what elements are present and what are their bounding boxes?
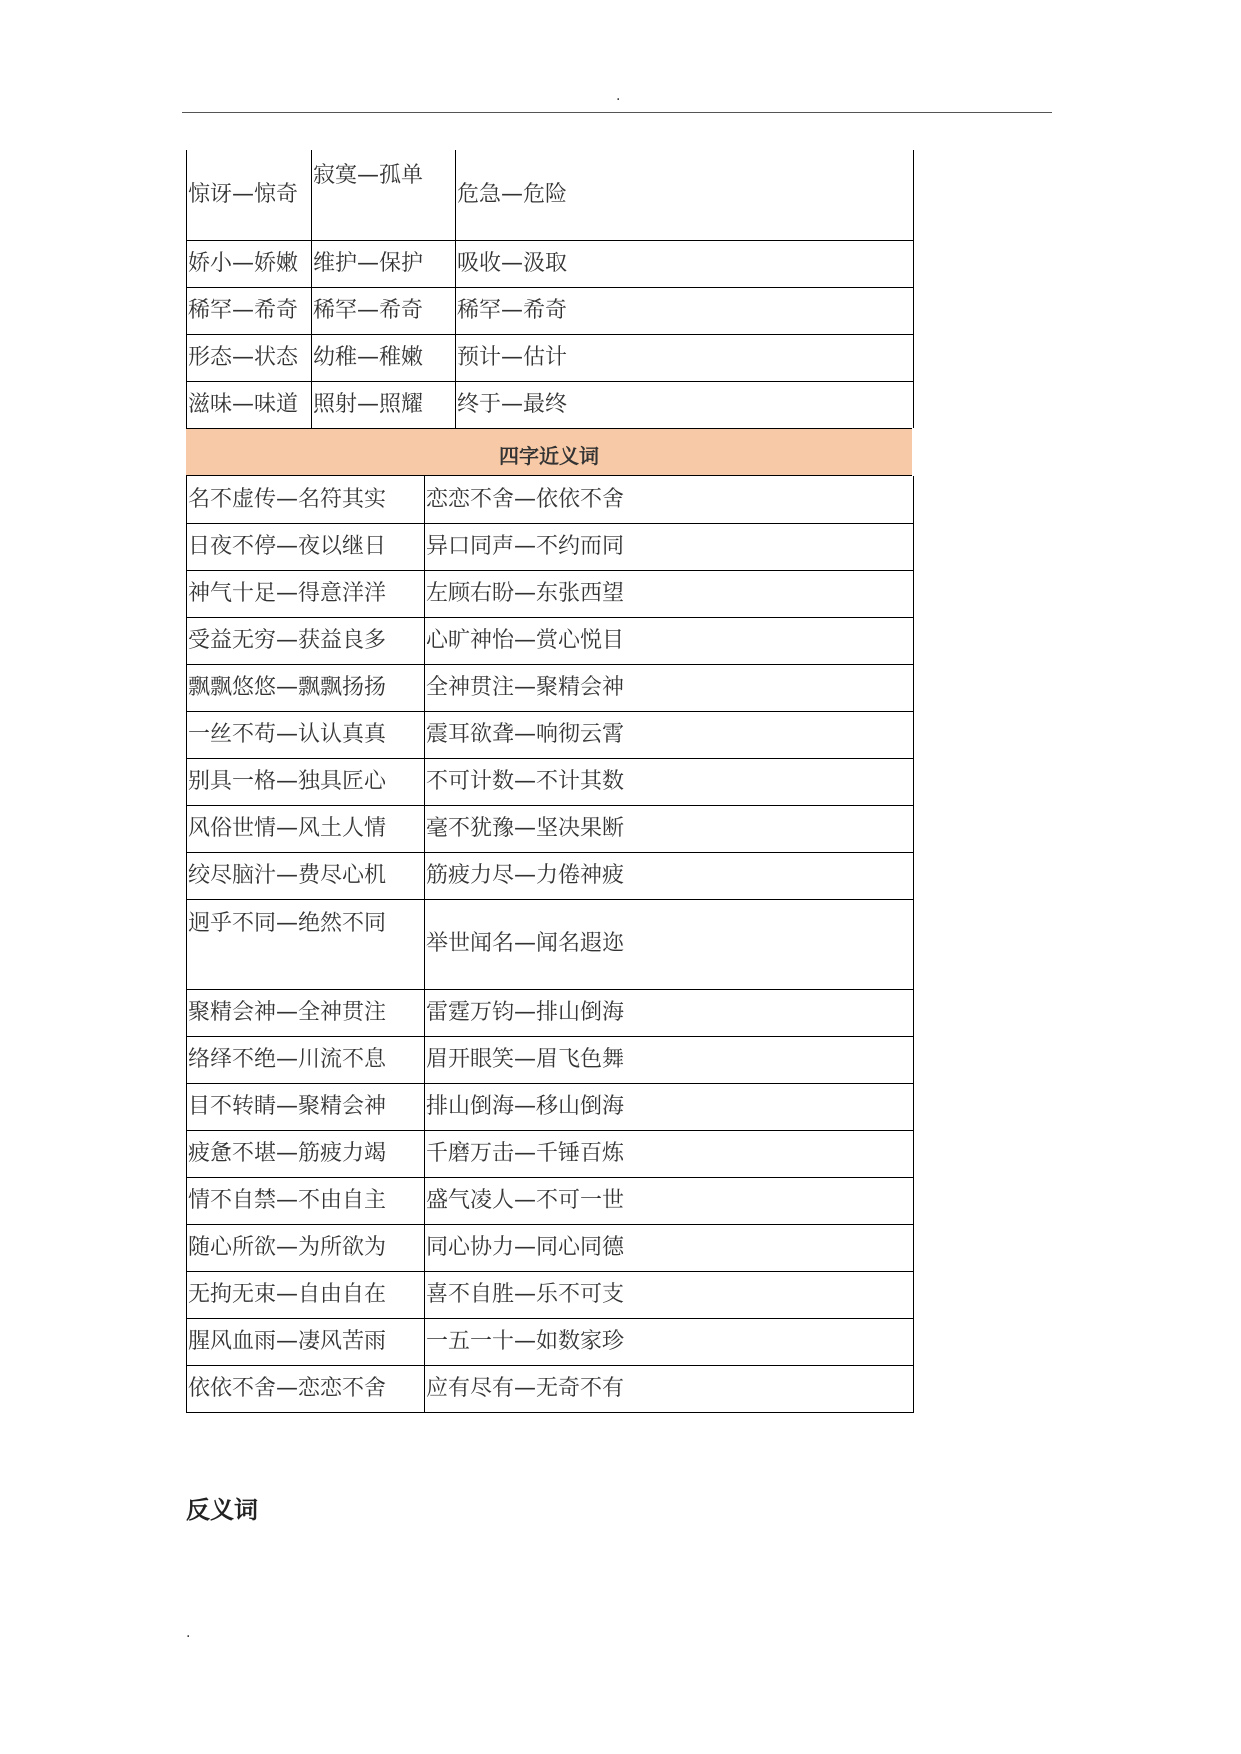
- antonym-section-title: 反义词: [186, 1496, 258, 1524]
- synonym-pair: 神气十足—得意洋洋: [188, 581, 387, 606]
- synonym-pair: 无拘无束—自由自在: [188, 1282, 387, 1307]
- synonym-pair: 眉开眼笑—眉飞色舞: [426, 1047, 625, 1072]
- synonym-pair: 稀罕—希奇: [457, 298, 568, 323]
- table-row-divider: [186, 1083, 914, 1084]
- table-row-divider: [186, 570, 914, 571]
- table-border-right: [913, 150, 914, 428]
- four-char-header-label: 四字近义词: [499, 444, 599, 468]
- table-row-divider: [186, 758, 914, 759]
- synonym-pair: 一五一十—如数家珍: [426, 1329, 625, 1354]
- synonym-pair: 绞尽脑汁—费尽心机: [188, 863, 387, 888]
- synonym-pair: 不可计数—不计其数: [426, 769, 625, 794]
- synonym-pair: 照射—照耀: [313, 392, 424, 417]
- table-column-divider: [455, 150, 456, 428]
- synonym-pair: 依依不舍—恋恋不舍: [188, 1376, 387, 1401]
- synonym-pair: 盛气凌人—不可一世: [426, 1188, 625, 1213]
- synonym-pair: 形态—状态: [188, 345, 299, 370]
- synonym-pair: 惊讶—惊奇: [188, 182, 299, 207]
- table-row-divider: [186, 711, 914, 712]
- footer-mark: .: [186, 1625, 191, 1641]
- synonym-pair: 终于—最终: [457, 392, 568, 417]
- four-char-table-header: [186, 428, 912, 476]
- table-row-divider: [186, 1177, 914, 1178]
- table-row-divider: [186, 899, 914, 900]
- synonym-pair: 迥乎不同—绝然不同: [188, 911, 387, 936]
- table-row-divider: [186, 664, 914, 665]
- synonym-pair: 左顾右盼—东张西望: [426, 581, 625, 606]
- synonym-pair: 千磨万击—千锤百炼: [426, 1141, 625, 1166]
- table-row-divider: [186, 523, 914, 524]
- synonym-pair: 异口同声—不约而同: [426, 534, 625, 559]
- synonym-pair: 排山倒海—移山倒海: [426, 1094, 625, 1119]
- table-row-divider: [186, 852, 914, 853]
- table-row-divider: [186, 617, 914, 618]
- synonym-pair: 举世闻名—闻名遐迩: [426, 931, 625, 956]
- synonym-pair: 随心所欲—为所欲为: [188, 1235, 387, 1260]
- synonym-pair: 聚精会神—全神贯注: [188, 1000, 387, 1025]
- synonym-pair: 娇小—娇嫩: [188, 251, 299, 276]
- table-row-divider: [186, 989, 914, 990]
- synonym-pair: 吸收—汲取: [457, 251, 568, 276]
- synonym-pair: 腥风血雨—凄风苦雨: [188, 1329, 387, 1354]
- header-rule: [182, 112, 1052, 113]
- header-mark: .: [616, 88, 621, 104]
- table-row-divider: [186, 1224, 914, 1225]
- table-row-divider: [186, 1036, 914, 1037]
- synonym-pair: 目不转睛—聚精会神: [188, 1094, 387, 1119]
- synonym-pair: 心旷神怡—赏心悦目: [426, 628, 625, 653]
- synonym-pair: 络绎不绝—川流不息: [188, 1047, 387, 1072]
- synonym-pair: 同心协力—同心同德: [426, 1235, 625, 1260]
- table-row-divider: [186, 1318, 914, 1319]
- synonym-pair: 维护—保护: [313, 251, 424, 276]
- table-row-divider: [186, 1271, 914, 1272]
- synonym-pair: 稀罕—希奇: [313, 298, 424, 323]
- synonym-pair: 别具一格—独具匠心: [188, 769, 387, 794]
- synonym-pair: 飘飘悠悠—飘飘扬扬: [188, 675, 387, 700]
- synonym-pair: 风俗世情—风土人情: [188, 816, 387, 841]
- synonym-pair: 名不虚传—名符其实: [188, 487, 387, 512]
- synonym-pair: 雷霆万钧—排山倒海: [426, 1000, 625, 1025]
- table-row-divider: [186, 334, 914, 335]
- table-row-divider: [186, 381, 914, 382]
- synonym-pair: 受益无穷—获益良多: [188, 628, 387, 653]
- synonym-pair: 稀罕—希奇: [188, 298, 299, 323]
- synonym-pair: 全神贯注—聚精会神: [426, 675, 625, 700]
- synonym-pair: 幼稚—稚嫩: [313, 345, 424, 370]
- table-row-divider: [186, 1365, 914, 1366]
- synonym-pair: 情不自禁—不由自主: [188, 1188, 387, 1213]
- table-row-divider: [186, 805, 914, 806]
- synonym-pair: 毫不犹豫—坚决果断: [426, 816, 625, 841]
- table-row-divider: [186, 287, 914, 288]
- synonym-pair: 喜不自胜—乐不可支: [426, 1282, 625, 1307]
- synonym-pair: 疲惫不堪—筋疲力竭: [188, 1141, 387, 1166]
- table-row-divider: [186, 1130, 914, 1131]
- synonym-pair: 危急—危险: [457, 182, 568, 207]
- synonym-pair: 震耳欲聋—响彻云霄: [426, 722, 625, 747]
- synonym-pair: 一丝不苟—认认真真: [188, 722, 387, 747]
- synonym-pair: 日夜不停—夜以继日: [188, 534, 387, 559]
- table-border-bottom: [186, 1412, 914, 1413]
- synonym-pair: 寂寞—孤单: [313, 163, 424, 188]
- table-column-divider: [311, 150, 312, 428]
- synonym-pair: 滋味—味道: [188, 392, 299, 417]
- synonym-pair: 预计—估计: [457, 345, 568, 370]
- synonym-pair: 应有尽有—无奇不有: [426, 1376, 625, 1401]
- synonym-pair: 筋疲力尽—力倦神疲: [426, 863, 625, 888]
- table-border-left: [186, 150, 187, 428]
- synonym-pair: 恋恋不舍—依依不舍: [426, 487, 625, 512]
- table-row-divider: [186, 240, 914, 241]
